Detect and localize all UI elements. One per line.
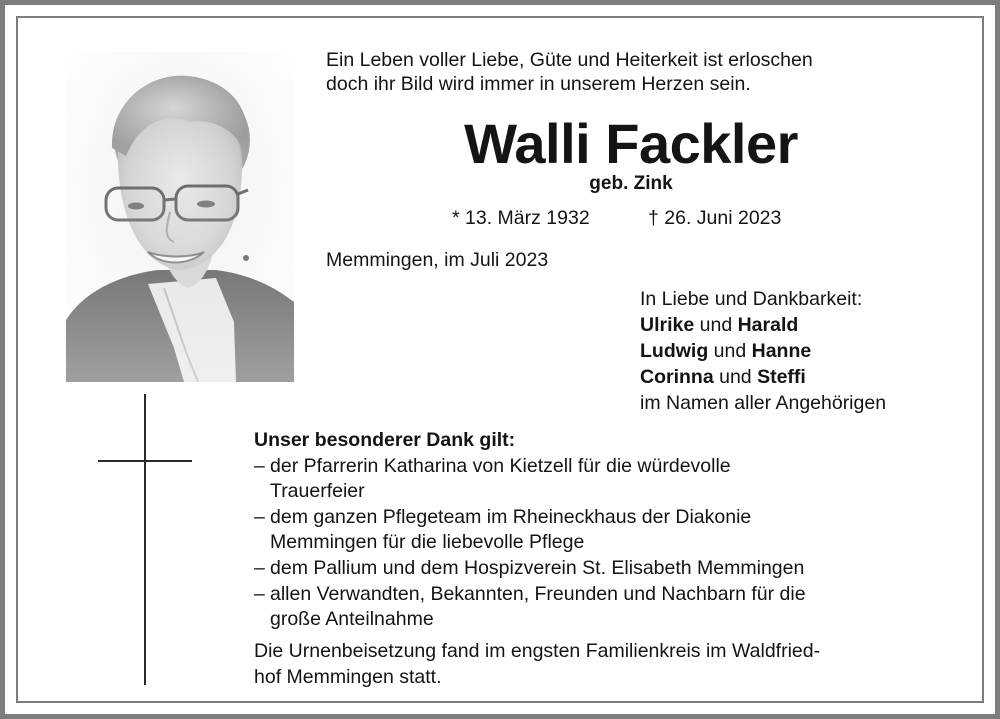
thanks-item-line xyxy=(254,530,806,556)
cross-vertical-bar xyxy=(144,394,146,685)
burial-note xyxy=(254,639,820,691)
thanks-item-text: Trauerfeier xyxy=(270,480,365,503)
signoff-couple xyxy=(640,365,886,391)
cross-horizontal-bar xyxy=(98,460,192,462)
couple-second-name: Steffi xyxy=(757,366,806,388)
burial-line-2: hof Memmingen statt. xyxy=(254,666,442,688)
thanks-item-text: große Anteilnahme xyxy=(270,608,434,631)
thanks-item-text: der Pfarrerin Katharina von Kietzell für die würdevolle xyxy=(270,454,731,477)
signoff-closing: im Namen aller Angehörigen xyxy=(640,392,887,414)
burial-line-1: Die Urnenbeisetzung fand im engsten Familienkreis im Waldfried- xyxy=(254,640,821,662)
list-dash: – xyxy=(254,582,265,605)
couple-and: und xyxy=(719,366,752,388)
family-signoff xyxy=(640,287,886,417)
portrait-illustration xyxy=(66,52,294,382)
thanks-section xyxy=(254,428,806,633)
thanks-item-line xyxy=(254,454,806,480)
couple-second-name: Harald xyxy=(737,314,799,336)
maiden-name: geb. Zink xyxy=(589,173,673,194)
signoff-couple xyxy=(640,313,886,339)
thanks-item-line xyxy=(254,556,806,582)
place-date: Memmingen, im Juli 2023 xyxy=(326,249,549,271)
thanks-item-text: Memmingen für die liebevolle Pflege xyxy=(270,531,585,554)
couple-second-name: Hanne xyxy=(751,340,812,362)
signoff-couple xyxy=(640,339,886,365)
memorial-quote xyxy=(326,48,936,96)
list-dash: – xyxy=(254,556,265,579)
thanks-item-text: dem ganzen Pflegeteam im Rheineckhaus der Diakonie xyxy=(270,505,752,528)
couple-and: und xyxy=(713,340,747,362)
thanks-item-text: dem Pallium und dem Hospizverein St. Elisabeth Memmingen xyxy=(270,556,805,579)
thanks-item-line xyxy=(254,607,806,633)
signoff-intro: In Liebe und Dankbarkeit: xyxy=(640,288,863,310)
thanks-heading: Unser besonderer Dank gilt: xyxy=(254,429,516,451)
death-date: † 26. Juni 2023 xyxy=(648,207,782,229)
list-dash: – xyxy=(254,505,265,528)
couple-first-name: Corinna xyxy=(640,366,714,388)
quote-line-1: Ein Leben voller Liebe, Güte und Heiterkeit ist erloschen xyxy=(326,49,813,71)
couple-first-name: Ulrike xyxy=(640,314,695,336)
list-dash: – xyxy=(254,454,265,477)
couple-first-name: Ludwig xyxy=(640,340,709,362)
couple-and: und xyxy=(699,314,733,336)
thanks-item-line xyxy=(254,505,806,531)
portrait-photo xyxy=(66,52,294,382)
thanks-item-line xyxy=(254,582,806,608)
thanks-item-line xyxy=(254,479,806,505)
thanks-item-text: allen Verwandten, Bekannten, Freunden und Nachbarn für die xyxy=(270,582,806,605)
birth-date: * 13. März 1932 xyxy=(452,207,590,229)
deceased-name: Walli Fackler xyxy=(464,112,798,175)
quote-line-2: doch ihr Bild wird immer in unserem Herzen sein. xyxy=(326,73,751,95)
